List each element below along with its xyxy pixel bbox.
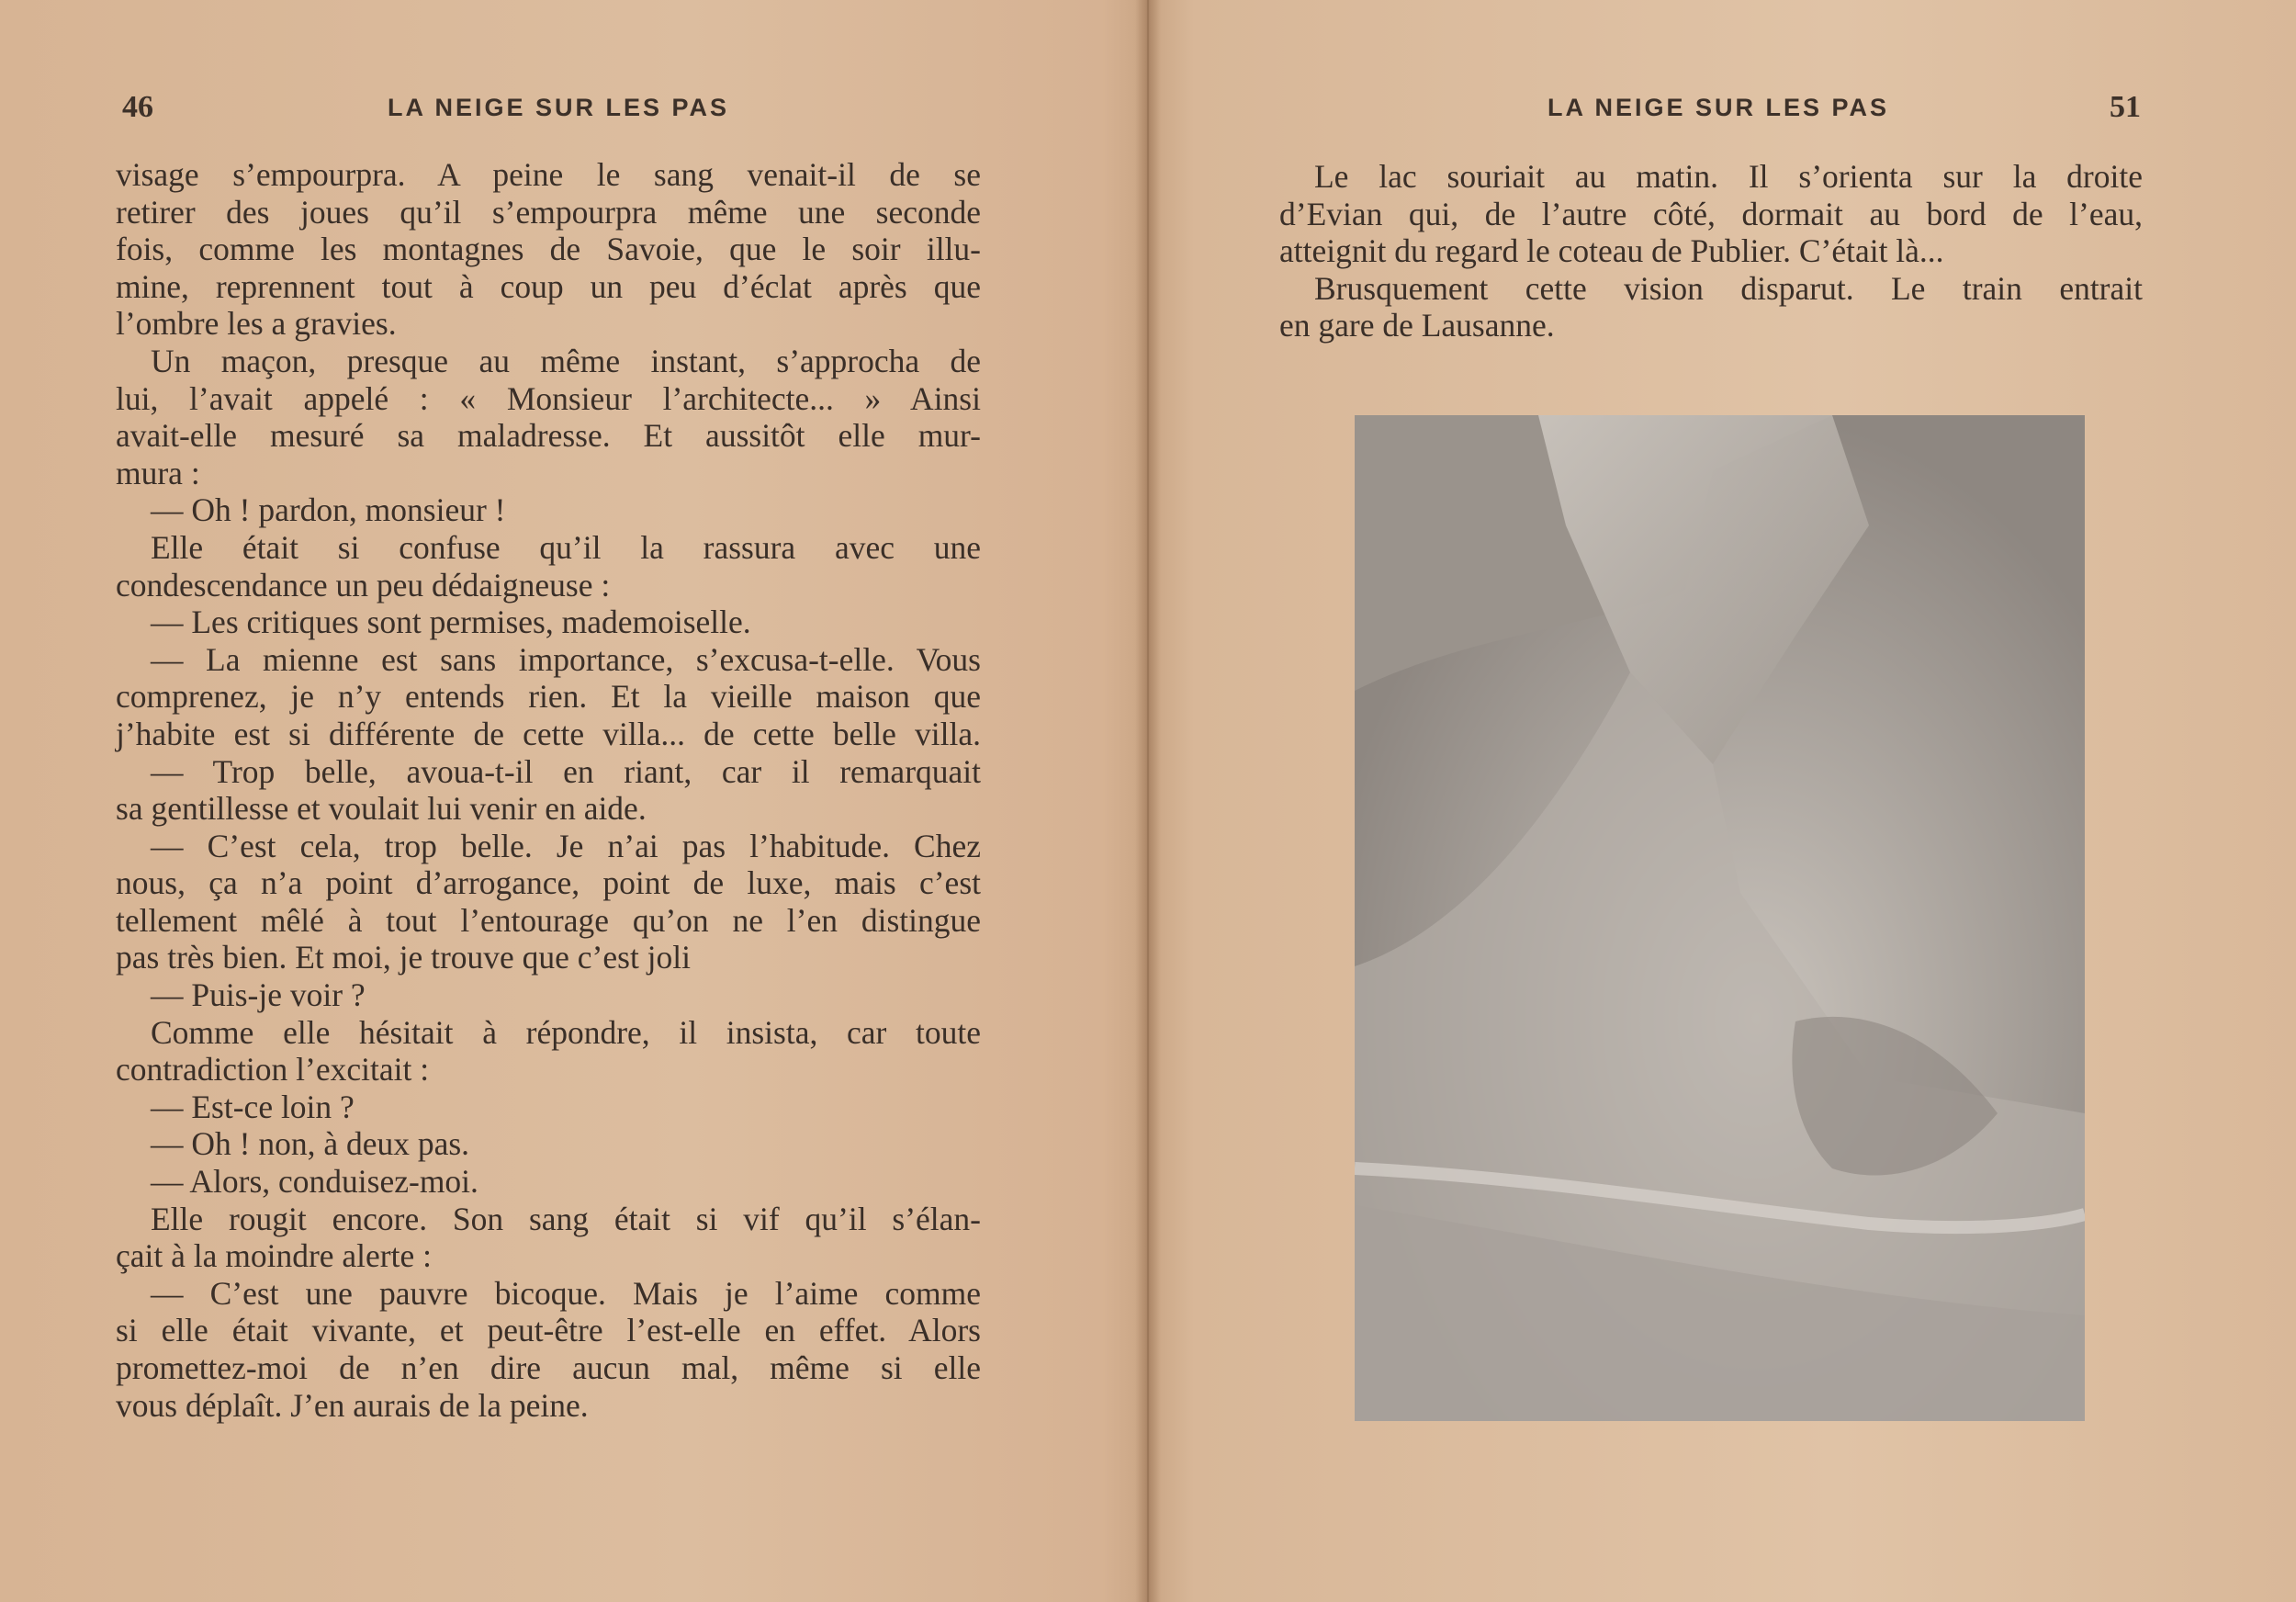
text-line: pas très bien. Et moi, je trouve que c’est joli: [116, 939, 692, 976]
text-line: l’ombre les a gravies.: [116, 305, 397, 343]
text-line: comprenez, je n’y entends rien. Et la vieille maison que: [116, 678, 981, 716]
text-line: avait-elle mesuré sa maladresse. Et aussitôt elle mur-: [116, 417, 981, 455]
right-page-number: 51: [2110, 90, 2141, 124]
text-line: j’habite est si différente de cette villa... de cette belle villa.: [116, 715, 981, 752]
text-line: si elle était vivante, et peut-être l’est-elle en effet. Alors: [116, 1312, 981, 1349]
text-line: — Est-ce loin ?: [151, 1088, 355, 1125]
text-line: Brusquement cette vision disparut. Le train entrait: [1314, 269, 2143, 307]
photograph-illustration: [1355, 415, 2085, 1421]
text-line: atteignit du regard le coteau de Publier. C’était là...: [1279, 232, 1944, 270]
text-line: mura :: [116, 454, 200, 491]
text-line: çait à la moindre alerte :: [116, 1237, 432, 1275]
text-line: promettez-moi de n’en dire aucun mal, même si elle: [116, 1349, 981, 1386]
text-line: Elle rougit encore. Son sang était si vif qu’il s’élan-: [151, 1200, 981, 1237]
text-line: — Puis-je voir ?: [151, 976, 366, 1014]
text-line: retirer des joues qu’il s’empourpra même une seconde: [116, 193, 981, 231]
text-line: tellement mêlé à tout l’entourage qu’on ne l’en distingue: [116, 901, 981, 939]
text-line: vous déplaît. J’en aurais de la peine.: [116, 1386, 589, 1424]
text-line: d’Evian qui, de l’autre côté, dormait au bord de l’eau,: [1279, 195, 2143, 232]
text-line: nous, ça n’a point d’arrogance, point de luxe, mais c’est: [116, 864, 981, 902]
text-line: — Trop belle, avoua-t-il en riant, car il remarquait: [151, 752, 981, 790]
text-line: — La mienne est sans importance, s’excusa-t-elle. Vous: [151, 640, 981, 678]
right-page-text: [1279, 158, 2143, 344]
text-line: mine, reprennent tout à coup un peu d’éclat après que: [116, 267, 981, 305]
photograph-image: [1355, 415, 2085, 1421]
text-line: en gare de Lausanne.: [1279, 307, 1555, 344]
right-running-head: LA NEIGE SUR LES PAS: [1548, 94, 1890, 121]
text-line: Un maçon, presque au même instant, s’approcha de: [151, 342, 981, 379]
text-line: contradiction l’excitait :: [116, 1051, 430, 1089]
text-line: fois, comme les montagnes de Savoie, que le soir illu-: [116, 231, 981, 268]
left-running-head: LA NEIGE SUR LES PAS: [388, 94, 730, 121]
left-page: [0, 0, 1143, 1602]
text-line: visage s’empourpra. A peine le sang venait-il de se: [116, 156, 981, 193]
text-line: — Les critiques sont permises, mademoiselle.: [151, 604, 751, 641]
left-page-number: 46: [122, 90, 153, 124]
text-line: — C’est cela, trop belle. Je n’ai pas l’habitude. Chez: [151, 827, 981, 864]
text-line: lui, l’avait appelé : « Monsieur l’architecte... » Ainsi: [116, 379, 981, 417]
text-line: sa gentillesse et voulait lui venir en aide.: [116, 790, 647, 828]
text-line: — C’est une pauvre bicoque. Mais je l’aime comme: [151, 1274, 981, 1312]
text-line: — Oh ! non, à deux pas.: [151, 1125, 470, 1163]
text-line: Le lac souriait au matin. Il s’orienta sur la droite: [1314, 158, 2143, 195]
text-line: — Oh ! pardon, monsieur !: [151, 491, 506, 529]
text-line: — Alors, conduisez-moi.: [151, 1163, 478, 1201]
text-line: Comme elle hésitait à répondre, il insista, car toute: [151, 1013, 981, 1051]
text-line: condescendance un peu dédaigneuse :: [116, 566, 611, 604]
text-line: Elle était si confuse qu’il la rassura avec une: [151, 528, 981, 566]
left-page-text: [116, 156, 981, 1424]
